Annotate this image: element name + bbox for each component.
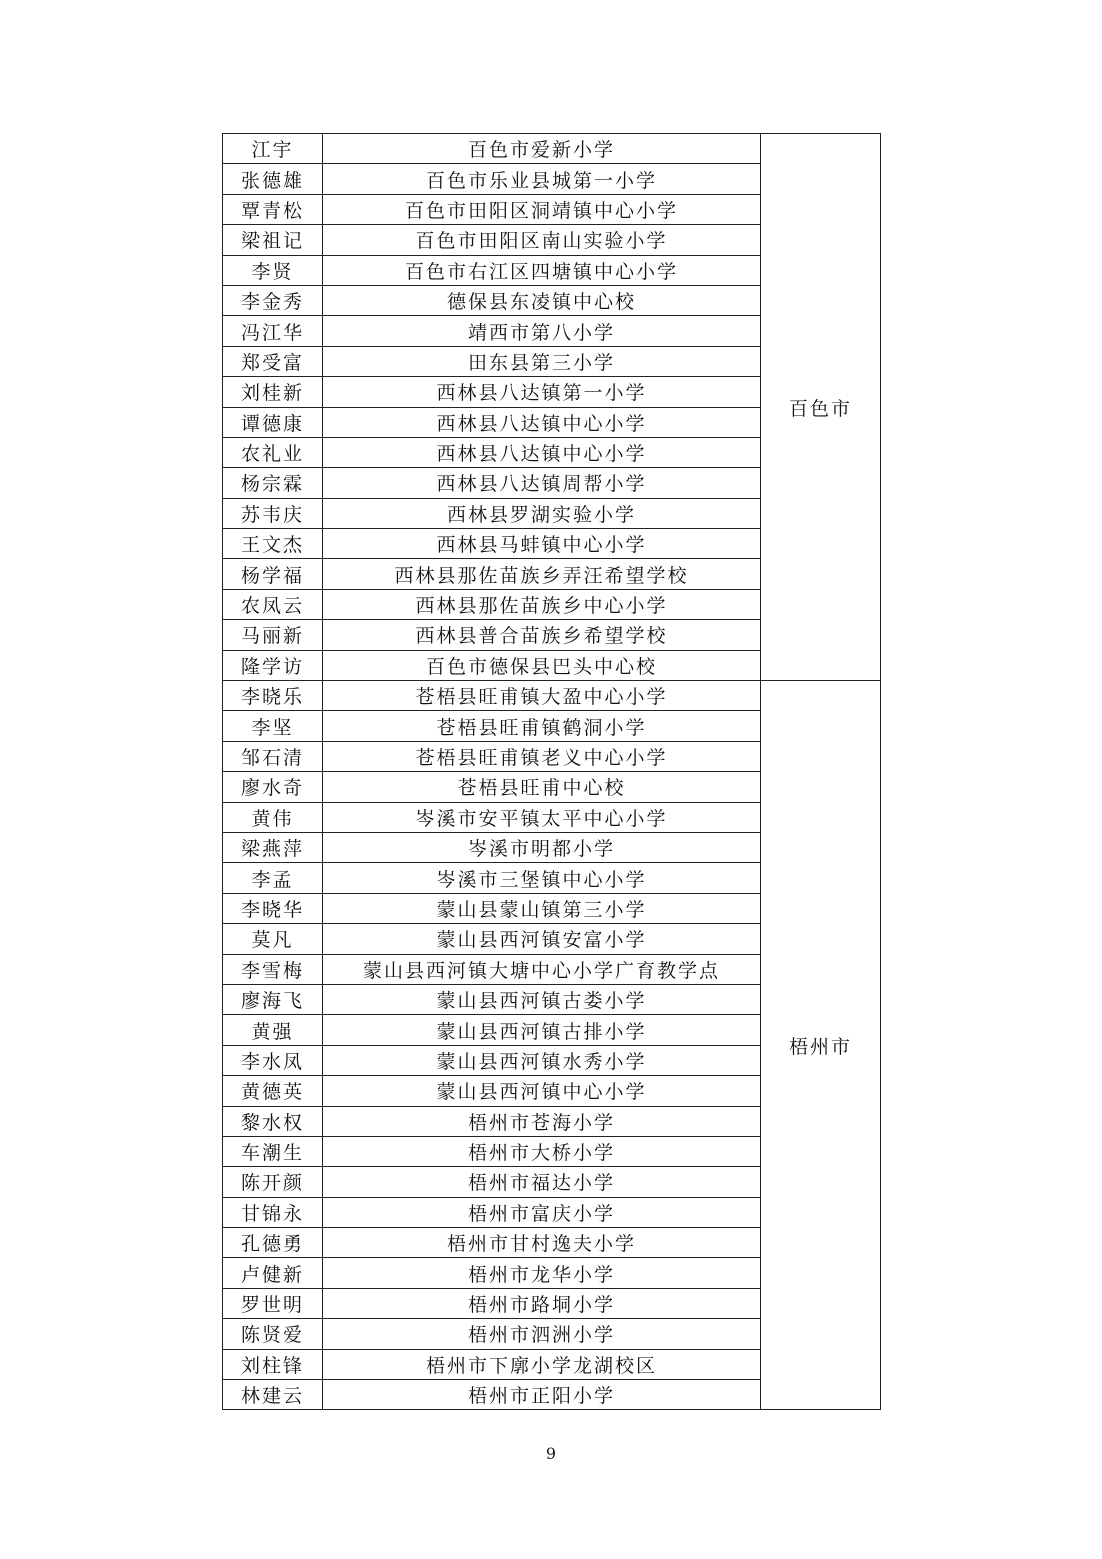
school-name-cell: 岑溪市安平镇太平中心小学 <box>323 802 761 832</box>
school-name-cell: 西林县八达镇中心小学 <box>323 407 761 437</box>
teacher-name-cell: 黄德英 <box>223 1076 323 1106</box>
school-name-cell: 蒙山县西河镇安富小学 <box>323 924 761 954</box>
city-cell: 梧州市 <box>761 681 881 1410</box>
school-name-cell: 田东县第三小学 <box>323 346 761 376</box>
school-name-cell: 西林县那佐苗族乡中心小学 <box>323 589 761 619</box>
teacher-name-cell: 黄强 <box>223 1015 323 1045</box>
teacher-name-cell: 李坚 <box>223 711 323 741</box>
school-name-cell: 梧州市正阳小学 <box>323 1380 761 1410</box>
teacher-name-cell: 杨学福 <box>223 559 323 589</box>
school-name-cell: 西林县那佐苗族乡弄汪希望学校 <box>323 559 761 589</box>
teacher-name-cell: 卢健新 <box>223 1258 323 1288</box>
school-name-cell: 苍梧县旺甫镇鹤洞小学 <box>323 711 761 741</box>
school-name-cell: 梧州市下廓小学龙湖校区 <box>323 1349 761 1379</box>
teacher-name-cell: 王文杰 <box>223 529 323 559</box>
school-name-cell: 百色市右江区四塘镇中心小学 <box>323 255 761 285</box>
teacher-name-cell: 李金秀 <box>223 285 323 315</box>
school-name-cell: 百色市田阳区洞靖镇中心小学 <box>323 194 761 224</box>
teacher-name-cell: 谭德康 <box>223 407 323 437</box>
table-row <box>223 134 881 164</box>
teacher-name-cell: 陈贤爱 <box>223 1319 323 1349</box>
teacher-name-cell: 林建云 <box>223 1380 323 1410</box>
teacher-name-cell: 李雪梅 <box>223 954 323 984</box>
teacher-name-cell: 梁燕萍 <box>223 832 323 862</box>
teacher-name-cell: 甘锦永 <box>223 1197 323 1227</box>
school-name-cell: 蒙山县西河镇大塘中心小学广育教学点 <box>323 954 761 984</box>
teacher-name-cell: 黄伟 <box>223 802 323 832</box>
school-name-cell: 西林县普合苗族乡希望学校 <box>323 620 761 650</box>
school-name-cell: 西林县八达镇中心小学 <box>323 437 761 467</box>
school-name-cell: 百色市德保县巴头中心校 <box>323 650 761 680</box>
school-name-cell: 靖西市第八小学 <box>323 316 761 346</box>
teacher-name-cell: 李贤 <box>223 255 323 285</box>
school-name-cell: 蒙山县西河镇中心小学 <box>323 1076 761 1106</box>
school-name-cell: 梧州市泗洲小学 <box>323 1319 761 1349</box>
school-name-cell: 梧州市福达小学 <box>323 1167 761 1197</box>
page-number: 9 <box>545 1444 557 1463</box>
teacher-name-cell: 廖水奇 <box>223 772 323 802</box>
teacher-name-cell: 江宇 <box>223 134 323 164</box>
school-name-cell: 百色市乐业县城第一小学 <box>323 164 761 194</box>
school-name-cell: 苍梧县旺甫镇大盈中心小学 <box>323 681 761 711</box>
teacher-name-cell: 郑受富 <box>223 346 323 376</box>
school-name-cell: 梧州市路垌小学 <box>323 1288 761 1318</box>
teacher-name-cell: 农凤云 <box>223 589 323 619</box>
awardee-table-body <box>223 134 881 1410</box>
school-name-cell: 德保县东凌镇中心校 <box>323 285 761 315</box>
school-name-cell: 梧州市富庆小学 <box>323 1197 761 1227</box>
school-name-cell: 西林县马蚌镇中心小学 <box>323 529 761 559</box>
teacher-name-cell: 车潮生 <box>223 1136 323 1166</box>
school-name-cell: 蒙山县西河镇古排小学 <box>323 1015 761 1045</box>
school-name-cell: 梧州市龙华小学 <box>323 1258 761 1288</box>
teacher-name-cell: 覃青松 <box>223 194 323 224</box>
table-row <box>223 681 881 711</box>
teacher-name-cell: 李孟 <box>223 863 323 893</box>
teacher-name-cell: 杨宗霖 <box>223 468 323 498</box>
teacher-name-cell: 邹石清 <box>223 741 323 771</box>
teacher-name-cell: 马丽新 <box>223 620 323 650</box>
school-name-cell: 梧州市苍海小学 <box>323 1106 761 1136</box>
school-name-cell: 蒙山县蒙山镇第三小学 <box>323 893 761 923</box>
teacher-name-cell: 黎水权 <box>223 1106 323 1136</box>
teacher-name-cell: 冯江华 <box>223 316 323 346</box>
school-name-cell: 苍梧县旺甫中心校 <box>323 772 761 802</box>
teacher-name-cell: 莫凡 <box>223 924 323 954</box>
school-name-cell: 西林县八达镇周帮小学 <box>323 468 761 498</box>
teacher-name-cell: 陈开颜 <box>223 1167 323 1197</box>
teacher-name-cell: 孔德勇 <box>223 1228 323 1258</box>
school-name-cell: 岑溪市三堡镇中心小学 <box>323 863 761 893</box>
awardee-table <box>222 133 881 1410</box>
teacher-name-cell: 罗世明 <box>223 1288 323 1318</box>
teacher-name-cell: 刘桂新 <box>223 377 323 407</box>
school-name-cell: 西林县罗湖实验小学 <box>323 498 761 528</box>
school-name-cell: 岑溪市明都小学 <box>323 832 761 862</box>
school-name-cell: 百色市爱新小学 <box>323 134 761 164</box>
city-cell: 百色市 <box>761 134 881 681</box>
teacher-name-cell: 刘柱锋 <box>223 1349 323 1379</box>
school-name-cell: 百色市田阳区南山实验小学 <box>323 225 761 255</box>
school-name-cell: 蒙山县西河镇古娄小学 <box>323 984 761 1014</box>
teacher-name-cell: 李晓乐 <box>223 681 323 711</box>
teacher-name-cell: 李晓华 <box>223 893 323 923</box>
school-name-cell: 蒙山县西河镇水秀小学 <box>323 1045 761 1075</box>
teacher-name-cell: 苏韦庆 <box>223 498 323 528</box>
school-name-cell: 西林县八达镇第一小学 <box>323 377 761 407</box>
school-name-cell: 苍梧县旺甫镇老义中心小学 <box>323 741 761 771</box>
teacher-name-cell: 隆学访 <box>223 650 323 680</box>
school-name-cell: 梧州市大桥小学 <box>323 1136 761 1166</box>
teacher-name-cell: 梁祖记 <box>223 225 323 255</box>
teacher-name-cell: 农礼业 <box>223 437 323 467</box>
teacher-name-cell: 张德雄 <box>223 164 323 194</box>
teacher-name-cell: 廖海飞 <box>223 984 323 1014</box>
school-name-cell: 梧州市甘村逸夫小学 <box>323 1228 761 1258</box>
teacher-name-cell: 李水凤 <box>223 1045 323 1075</box>
